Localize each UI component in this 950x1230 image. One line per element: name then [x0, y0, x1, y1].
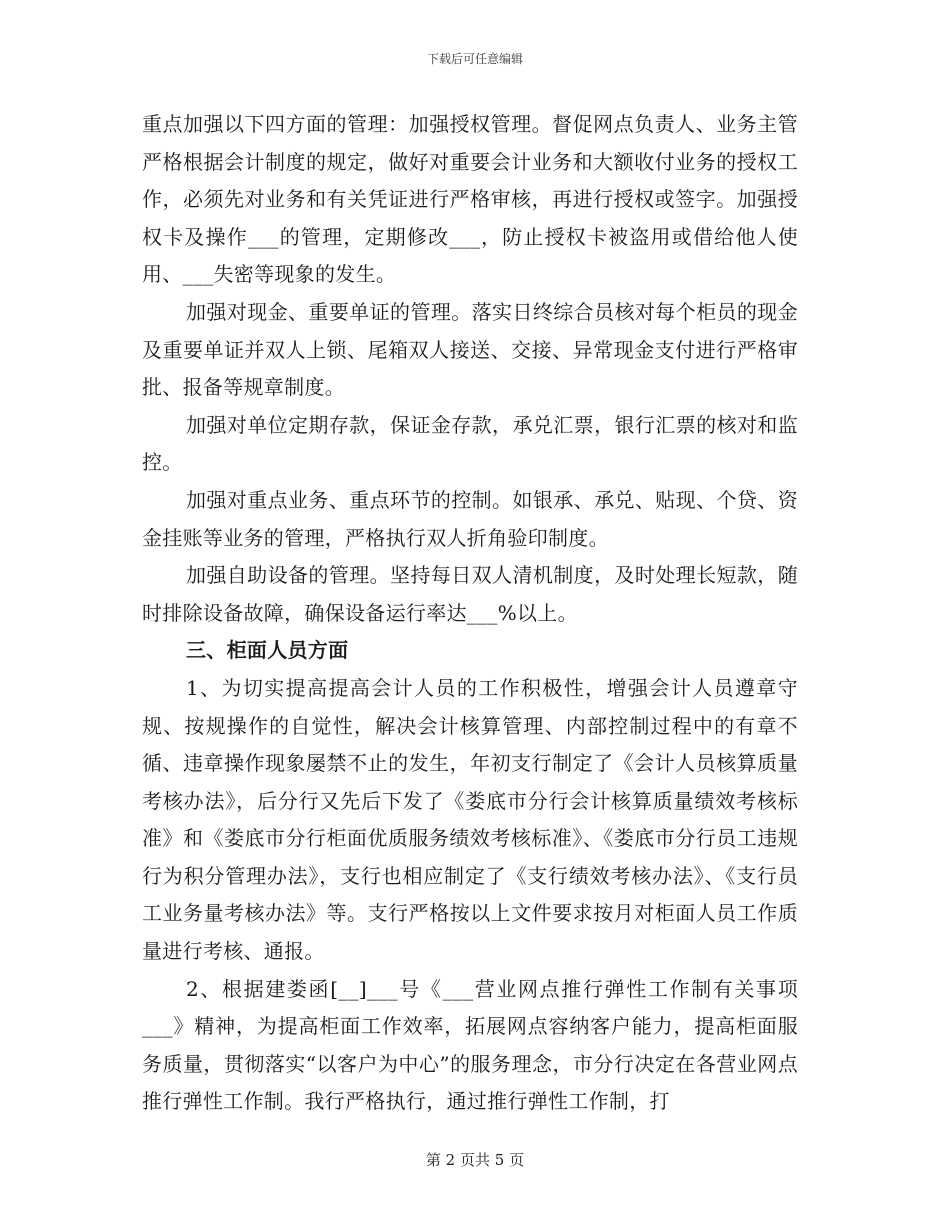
page-footer: 第 2 页共 5 页	[425, 1151, 525, 1169]
paragraph-self-service: 加强自助设备的管理。坚持每日双人清机制度，及时处理长短款，随时排除设备故障，确保设备运行率达___%以上。	[142, 563, 798, 625]
paragraph-key-business: 加强对重点业务、重点环节的控制。如银承、承兑、贴现、个贷、资金挂账等业务的管理，严格执行双人折角验印制度。	[142, 487, 798, 550]
paragraph-deposits: 加强对单位定期存款，保证金存款，承兑汇票，银行汇票的核对和监控。	[142, 412, 798, 475]
paragraph-authorization: 重点加强以下四方面的管理：加强授权管理。督促网点负责人、业务主管严格根据会计制度的规定，做好对重要会计业务和大额收付业务的授权工作，必须先对业务和有关凭证进行严格审核，再进行授权或签字。加强授权卡及操作___的管理，定期修改___，防止授权卡被盗用或借给他人使用、___失密等现象的发生。	[142, 112, 798, 287]
paragraph-assessment: 1、为切实提高提高会计人员的工作积极性，增强会计人员遵章守规、按规操作的自觉性，解决会计核算管理、内部控制过程中的有章不循、违章操作现象屡禁不止的发生，年初支行制定了《会计人员核算质量考核办法》，后分行又先后下发了《娄底市分行会计核算质量绩效考核标准》和《娄底市分行柜面优质服务绩效考核标准》、《娄底市分行员工违规行为积分管理办法》，支行也相应制定了《支行绩效考核办法》、《支行员工业务量考核办法》等。支行严格按以上文件要求按月对柜面人员工作质量进行考核、通报。	[142, 675, 798, 964]
page-header: 下载后可任意编辑	[426, 52, 523, 66]
paragraph-cash-documents: 加强对现金、重要单证的管理。落实日终综合员核对每个柜员的现金及重要单证并双人上锁、尾箱双人接送、交接、异常现金支付进行严格审批、报备等规章制度。	[142, 299, 798, 400]
paragraph-flexible-work: 2、根据建娄函[__]___号《___营业网点推行弹性工作制有关事项___》精神，为提高柜面工作效率，拓展网点容纳客户能力，提高柜面服务质量，贯彻落实“以客户为中心”的服务理念，市分行决定在各营业网点推行弹性工作制。我行严格执行，通过推行弹性工作制，打	[142, 976, 798, 1114]
section-heading-counter-staff: 三、柜面人员方面	[186, 638, 349, 663]
document-body	[142, 106, 798, 1121]
